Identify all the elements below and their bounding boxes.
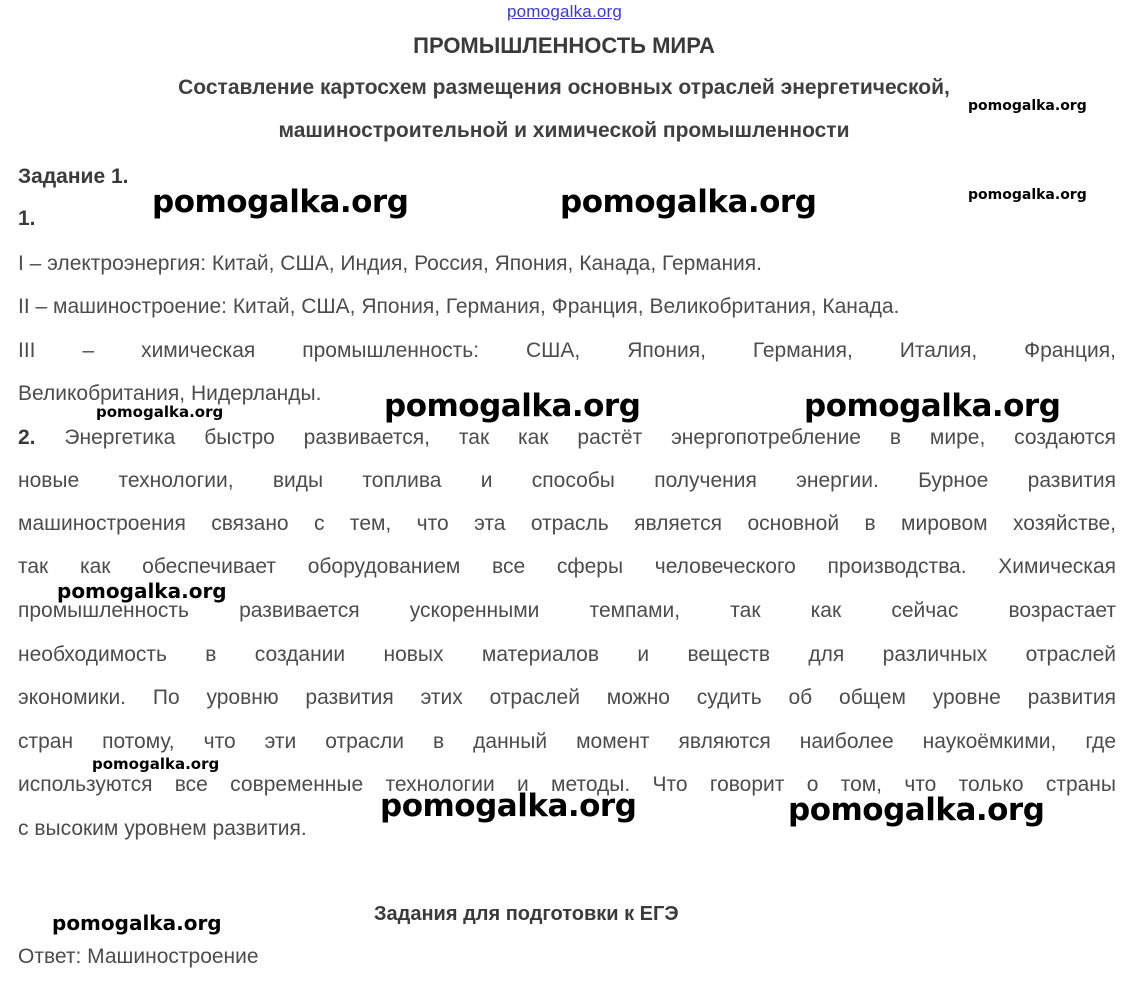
ege-answer: Ответ: Машиностроение <box>18 945 259 968</box>
item-2-paragraph-line: с высоким уровнем развития. <box>18 817 307 840</box>
ege-heading: Задания для подготовки к ЕГЭ <box>374 903 679 925</box>
watermark-text: pomogalka.org <box>380 788 637 824</box>
item-1-line-chemical-cont: Великобритания, Нидерланды. <box>18 382 322 405</box>
watermark-text: pomogalka.org <box>57 579 227 603</box>
item-2-paragraph-line: новые технологии, виды топлива и способы получения энергии. Бурное развития <box>18 469 1116 492</box>
item-2-paragraph-line: промышленность развивается ускоренными темпами, так как сейчас возрастает <box>18 599 1116 622</box>
item-1-line-machinery: II – машиностроение: Китай, США, Япония, Германия, Франция, Великобритания, Канада. <box>18 295 900 318</box>
task-1-heading: Задание 1. <box>18 165 129 188</box>
item-2-paragraph-line: необходимость в создании новых материалов и веществ для различных отраслей <box>18 643 1116 666</box>
item-2-paragraph-line: машиностроения связано с тем, что эта отрасль является основной в мировом хозяйстве, <box>18 512 1116 535</box>
watermark-text: pomogalka.org <box>968 187 1087 203</box>
watermark-text: pomogalka.org <box>968 98 1087 114</box>
item-2-paragraph-line: используются все современные технологии и методы. Что говорит о том, что только страны <box>18 773 1116 796</box>
item-2-paragraph-line: так как обеспечивает оборудованием все сферы человеческого производства. Химическая <box>18 555 1116 578</box>
watermark-text: pomogalka.org <box>560 184 817 220</box>
watermark-text: pomogalka.org <box>92 755 220 773</box>
watermark-text: pomogalka.org <box>52 911 222 935</box>
item-2-text: Энергетика быстро развивается, так как растёт энергопотребление в мире, создаются <box>64 426 1116 449</box>
page-subtitle-line-2: машиностроительной и химической промышленности <box>278 119 850 142</box>
item-1-number: 1. <box>18 207 36 230</box>
item-1-line-electricity: I – электроэнергия: Китай, США, Индия, Россия, Япония, Канада, Германия. <box>18 252 762 275</box>
item-1-line-chemical: III – химическая промышленность: США, Япония, Германия, Италия, Франция, <box>18 339 1116 362</box>
watermark-link[interactable]: pomogalka.org <box>507 2 623 21</box>
page-title: ПРОМЫШЛЕННОСТЬ МИРА <box>413 33 715 58</box>
watermark-text: pomogalka.org <box>804 388 1061 424</box>
watermark-text: pomogalka.org <box>384 388 641 424</box>
watermark-text: pomogalka.org <box>152 184 409 220</box>
item-2-paragraph-line: экономики. По уровню развития этих отраслей можно судить об общем уровне развития <box>18 686 1116 709</box>
item-2-number: 2. <box>18 426 36 449</box>
item-2-paragraph-line: стран потому, что эти отрасли в данный момент являются наиболее наукоёмкими, где <box>18 730 1116 753</box>
watermark-text: pomogalka.org <box>788 792 1045 828</box>
item-2-paragraph-line <box>18 426 1116 450</box>
page-subtitle-line-1: Составление картосхем размещения основных отраслей энергетической, <box>178 76 950 99</box>
watermark-text: pomogalka.org <box>96 403 224 421</box>
